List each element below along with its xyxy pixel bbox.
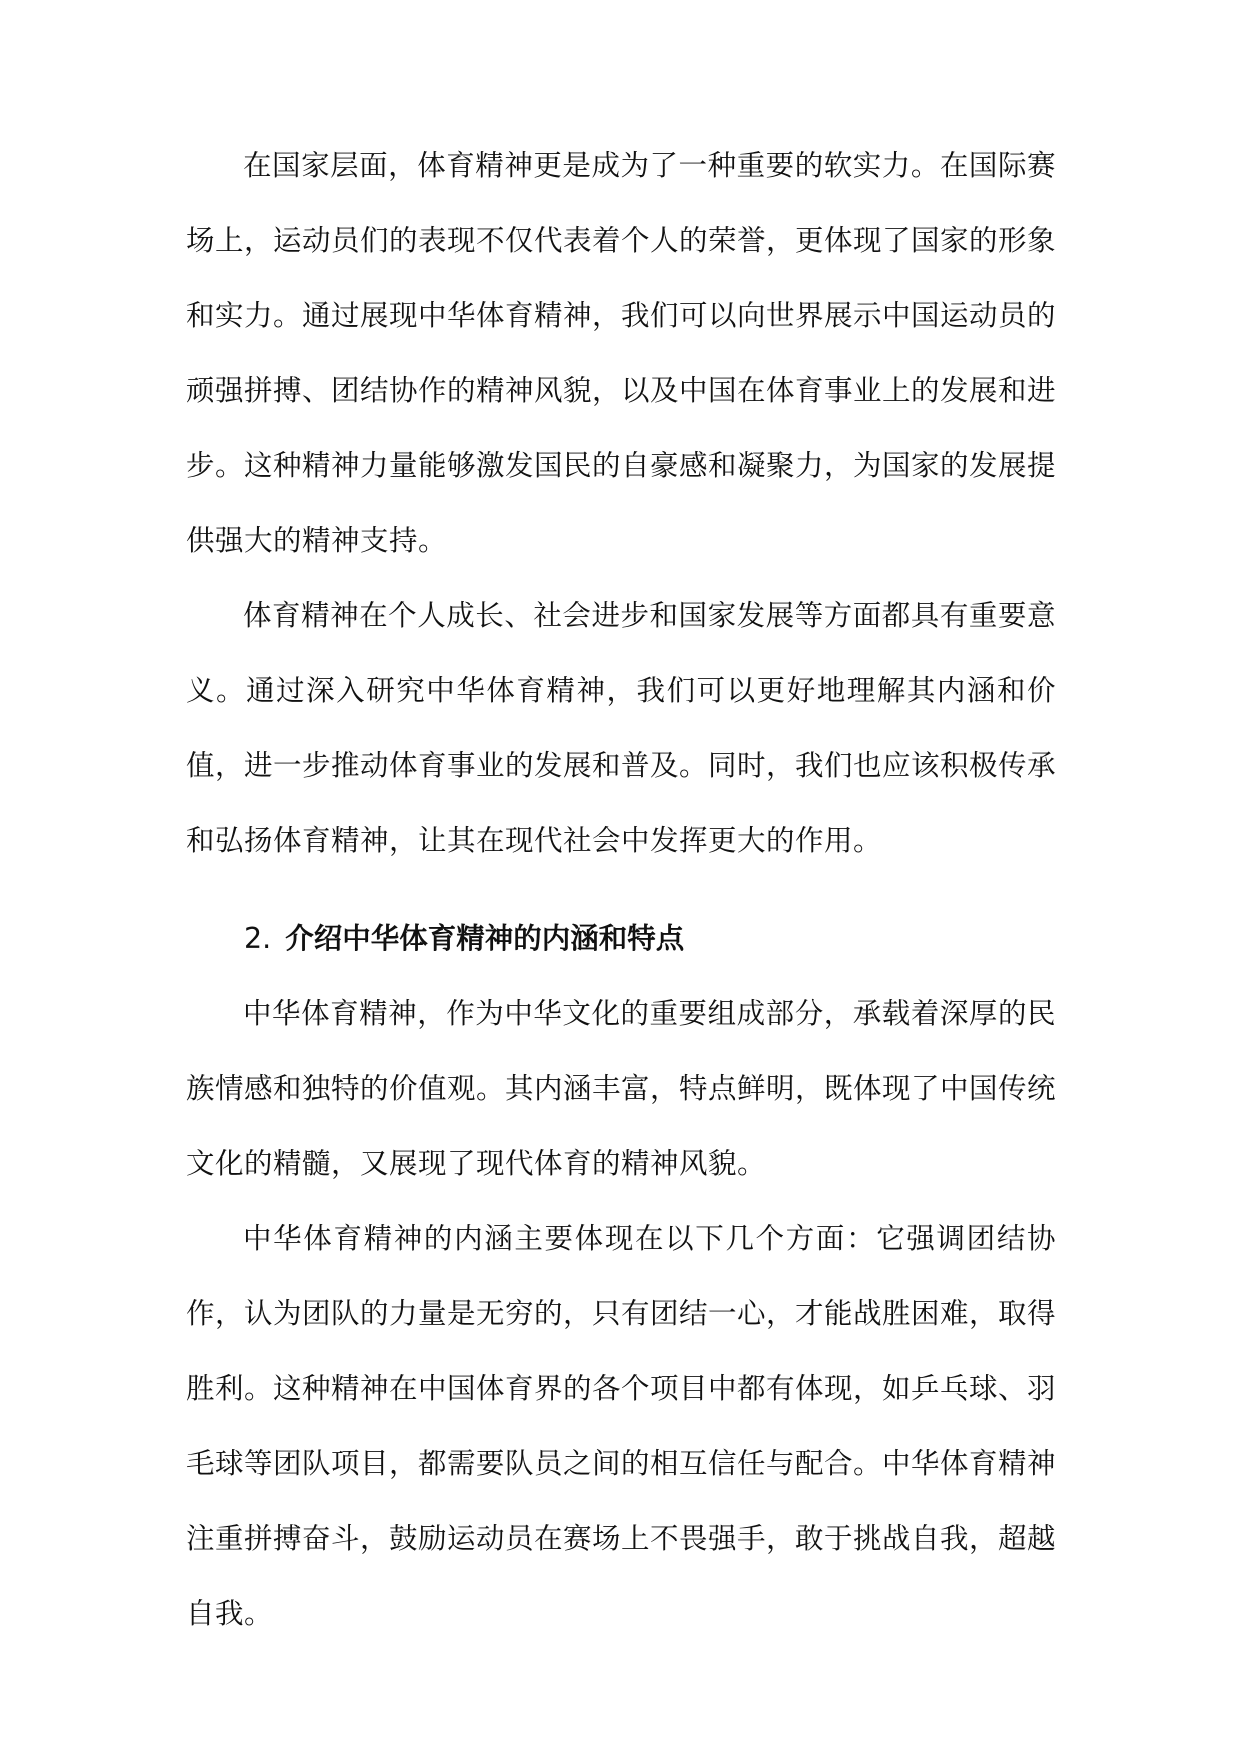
paragraph-significance: 体育精神在个人成长、社会进步和国家发展等方面都具有重要意义。通过深入研究中华体育精神，我们可以更好地理解其内涵和价值，进一步推动体育事业的发展和普及。同时，我们也应该积极传承和弘扬体育精神，让其在现代社会中发挥更大的作用。 (186, 599, 1057, 857)
paragraph-connotation-aspects: 中华体育精神的内涵主要体现在以下几个方面：它强调团结协作，认为团队的力量是无穷的，只有团结一心，才能战胜困难，取得胜利。这种精神在中国体育界的各个项目中都有体现，如乒乓球、羽毛球等团队项目，都需要队员之间的相互信任与配合。中华体育精神注重拼搏奋斗，鼓励运动员在赛场上不畏强手，敢于挑战自我，超越自我。 (186, 1222, 1057, 1630)
paragraph-cultural-component: 中华体育精神，作为中华文化的重要组成部分，承载着深厚的民族情感和独特的价值观。其内涵丰富，特点鲜明，既体现了中国传统文化的精髓，又展现了现代体育的精神风貌。 (186, 997, 1057, 1180)
paragraph-national-soft-power: 在国家层面，体育精神更是成为了一种重要的软实力。在国际赛场上，运动员们的表现不仅代表着个人的荣誉，更体现了国家的形象和实力。通过展现中华体育精神，我们可以向世界展示中国运动员的顽强拼搏、团结协作的精神风貌，以及中国在体育事业上的发展和进步。这种精神力量能够激发国民的自豪感和凝聚力，为国家的发展提供强大的精神支持。 (186, 149, 1057, 557)
document-page (186, 128, 1056, 1651)
section-title: 介绍中华体育精神的内涵和特点 (285, 922, 685, 955)
section-number: 2. (244, 922, 272, 955)
section-heading (186, 901, 1056, 976)
